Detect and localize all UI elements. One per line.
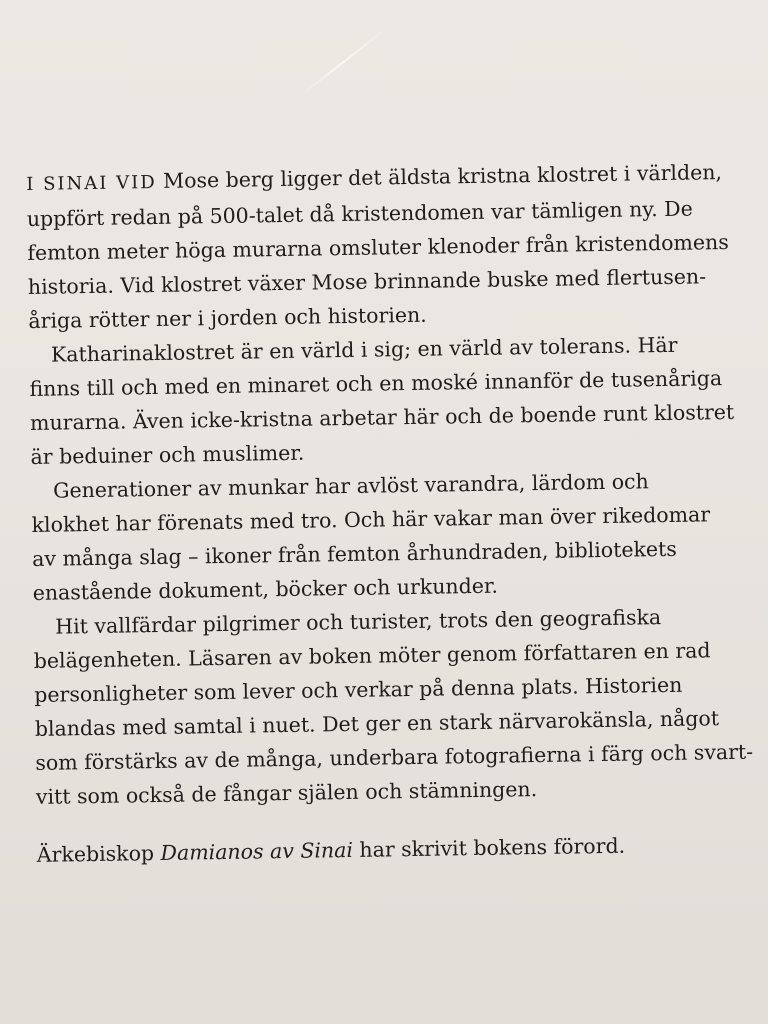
text-line: finns till och med en minaret och en moské innanför de tusenåriga	[29, 366, 723, 401]
text-line: vitt som också de fångar själen och stämningen.	[35, 777, 538, 809]
text-line: klokhet har förenats med tro. Och här vakar man över rikedomar	[31, 502, 711, 537]
text-line: som förstärks av de många, underbara fotografierna i färg och svart-	[35, 739, 754, 775]
paragraph-1	[26, 155, 753, 338]
paragraph-4	[33, 599, 760, 814]
text-line: enastående dokument, böcker och urkunder.	[32, 573, 499, 605]
paragraph-2	[29, 327, 755, 474]
foreword-credit: Ärkebiskop Damianos av Sinai har skrivit bokens förord.	[36, 833, 626, 867]
paragraph-3	[31, 463, 757, 610]
text-line: belägenheten. Läsaren av boken möter genom författaren en rad	[33, 638, 711, 673]
text-line: I SINAI VID Mose berg ligger det äldsta kristna klostret i världen,	[26, 160, 723, 195]
text-line: murarna. Även icke-kristna arbetar här och de boende runt klostret	[29, 399, 735, 435]
author-name-italic: Damianos av Sinai	[160, 837, 354, 865]
text-line: av många slag – ikoner från femton århundraden, bibliotekets	[31, 536, 678, 571]
text-line: historia. Vid klostret växer Mose brinnande buske med flertusen-	[27, 264, 707, 299]
text-line: uppfört redan på 500-talet då kristendomen var tämligen ny. De	[26, 196, 693, 231]
text-line: är beduiner och muslimer.	[30, 440, 305, 469]
text-line: Generationer av munkar har avlöst varandra, lärdom och	[52, 469, 649, 503]
paper-crease	[299, 27, 387, 96]
text-line: Hit vallfärdar pilgrimer och turister, trots den geografiska	[55, 605, 662, 639]
lead-in-smallcaps: I SINAI VID	[26, 171, 157, 195]
text-line: åriga rötter ner i jorden och historien.	[28, 302, 427, 333]
text-line: personligheter som lever och verkar på denna plats. Historien	[34, 672, 683, 707]
text-line: Katharinaklostret är en värld i sig; en värld av tolerans. Här	[50, 332, 678, 367]
text-line: blandas med samtal i nuet. Det ger en stark närvarokänsla, något	[34, 706, 720, 741]
text-line: femton meter höga murarna omsluter klenoder från kristendomens	[27, 229, 729, 265]
blurb-text	[26, 155, 761, 872]
